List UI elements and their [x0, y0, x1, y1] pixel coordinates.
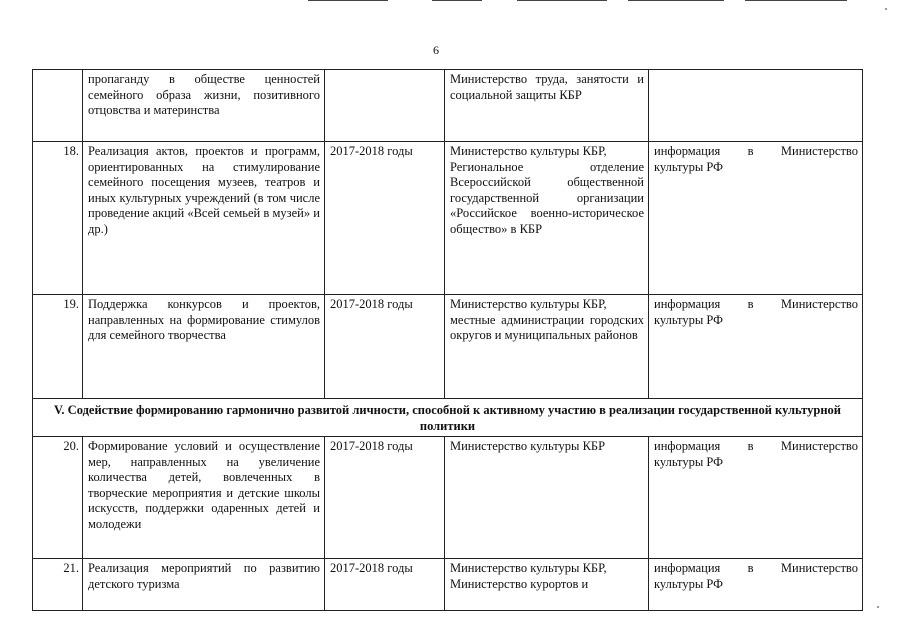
- measures-table: [32, 69, 863, 611]
- row-number: 20.: [33, 437, 83, 559]
- term-cell: 2017-2018 годы: [325, 142, 445, 295]
- term-cell: [325, 70, 445, 142]
- executor-line: Министерство курортов и: [450, 576, 589, 591]
- executor-cell: [445, 437, 649, 559]
- executor-cell: [445, 142, 649, 295]
- executor-line: Региональное отделение Всероссийской общественной государственной организации «Российское военно-историческое общество» в КБР: [450, 159, 644, 236]
- event-cell: пропаганду в обществе ценностей семейного образа жизни, позитивного отцовства и материнства: [83, 70, 325, 142]
- section-title: V. Содействие формированию гармонично развитой личности, способной к активному участию в реализации государственной культурной политики: [33, 399, 863, 437]
- report-cell: информация в Министерство культуры РФ: [649, 295, 863, 399]
- executor-line: Министерство культуры КБР,: [450, 144, 607, 158]
- table-row: [33, 142, 863, 295]
- executor-line: Министерство культуры КБР: [450, 439, 606, 453]
- table-row: [33, 295, 863, 399]
- table-row: [33, 559, 863, 611]
- executor-cell: [445, 295, 649, 399]
- executor-cell: [445, 559, 649, 611]
- executor-line: Министерство труда, занятости и социальной защиты КБР: [450, 72, 644, 102]
- scan-artifact-dot: [877, 606, 879, 608]
- term-cell: 2017-2018 годы: [325, 559, 445, 611]
- table-row: [33, 70, 863, 142]
- report-cell: [649, 70, 863, 142]
- executor-line: Министерство культуры КБР,: [450, 561, 607, 575]
- row-number: 21.: [33, 559, 83, 611]
- report-cell: информация в Министерство культуры РФ: [649, 559, 863, 611]
- executor-line: Министерство культуры КБР,: [450, 297, 607, 311]
- report-cell: информация в Министерство культуры РФ: [649, 142, 863, 295]
- event-cell: Реализация мероприятий по развитию детского туризма: [83, 559, 325, 611]
- term-cell: 2017-2018 годы: [325, 295, 445, 399]
- page-number: 6: [433, 43, 439, 57]
- executor-line: местные администрации городских округов и муниципальных районов: [450, 312, 644, 342]
- row-number: 19.: [33, 295, 83, 399]
- scan-artifact-line: [432, 0, 482, 1]
- executor-cell: [445, 70, 649, 142]
- event-cell: Реализация актов, проектов и программ, ориентированных на стимулирование семейного посещения музеев, театров и иных культурных учреждений (в том числе проведение акций «Всей семьей в музей» и др.): [83, 142, 325, 295]
- event-cell: Поддержка конкурсов и проектов, направленных на формирование стимулов для семейного творчества: [83, 295, 325, 399]
- table-row: [33, 437, 863, 559]
- scan-artifact-line: [628, 0, 724, 1]
- report-cell: информация в Министерство культуры РФ: [649, 437, 863, 559]
- scan-artifact-line: [517, 0, 607, 1]
- scan-artifact-line: [308, 0, 388, 1]
- scan-artifact-line: [745, 0, 847, 1]
- event-cell: Формирование условий и осуществление мер, направленных на увеличение количества детей, вовлеченных в творческие мероприятия и детские школы искусств, поддержки одаренных детей и молодежи: [83, 437, 325, 559]
- row-number: [33, 70, 83, 142]
- section-header-row: [33, 399, 863, 437]
- row-number: 18.: [33, 142, 83, 295]
- term-cell: 2017-2018 годы: [325, 437, 445, 559]
- scan-artifact-dot: [885, 8, 887, 10]
